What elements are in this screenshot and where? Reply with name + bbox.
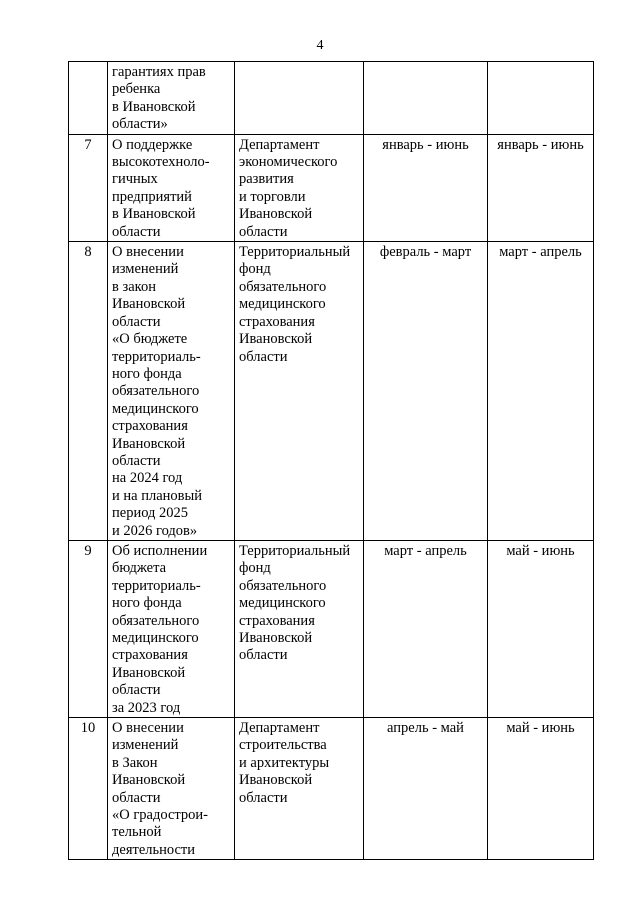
text-line: медицинского [112,630,199,646]
text-line: страхования [112,647,188,664]
text-line: Департамент [239,136,320,153]
text-line: Ивановской [112,435,186,452]
submission-term: февраль - март [364,242,488,541]
text-line: Ивановской [239,772,313,789]
row-number: 10 [69,718,108,860]
text-line: в Ивановской [112,98,196,115]
text-line: и 2026 годов» [112,522,198,539]
text-line: О внесении [112,244,184,261]
text-line: Ивановской [239,630,313,646]
law-title [108,62,235,135]
text-line: строительства [239,737,327,754]
page-number: 4 [316,38,324,53]
text-line: и архитектуры [239,754,330,771]
text-line: медицинского [239,595,326,612]
consideration-term: март - апрель [488,242,594,541]
table-row [69,718,594,860]
text-line: фонд [239,560,271,577]
text-line: территориаль- [112,348,201,365]
text-line: в Закон [112,754,158,771]
law-title [108,134,235,241]
text-line: гичных [112,171,158,188]
text-line: Ивановской [112,664,186,681]
text-line: области [112,452,161,469]
text-line: тельной [112,824,162,841]
text-line: области [112,223,161,240]
text-line: Ивановской [239,331,313,348]
text-line: предприятий [112,188,192,205]
text-line: страхования [239,313,315,330]
text-line: О поддержке [112,136,193,153]
text-line: ного фонда [112,365,182,382]
text-line: области [112,682,161,699]
consideration-term: май - июнь [488,718,594,860]
text-line: Ивановской [239,206,313,223]
text-line: «О градострои- [112,807,209,824]
submission-term: январь - июнь [364,134,488,241]
text-line: Об исполнении [112,542,208,559]
row-number: 7 [69,134,108,241]
text-line: Территориальный [239,542,351,559]
consideration-term [488,62,594,135]
table-row [69,242,594,541]
text-line: в закон [112,278,156,295]
text-line: экономического [239,154,338,171]
text-line: области [239,348,288,365]
text-line: области [112,313,161,330]
submission-term: апрель - май [364,718,488,860]
table-row [69,134,594,241]
text-line: страхования [112,418,188,435]
text-line: обязательного [112,612,200,629]
text-line: медицинского [112,400,199,417]
text-line: области» [112,116,168,133]
text-line: области [239,789,288,806]
consideration-term: май - июнь [488,540,594,717]
responsible-department [235,540,364,717]
submission-term: март - апрель [364,540,488,717]
text-line: области [112,789,161,806]
responsible-department [235,718,364,860]
text-line: изменений [112,737,179,754]
text-line: области [239,223,288,240]
text-line: «О бюджете [112,331,188,348]
text-line: Территориальный [239,244,351,261]
text-line: Департамент [239,720,320,737]
text-line: Ивановской [112,296,186,313]
text-line: обязательного [239,577,327,594]
text-line: в Ивановской [112,206,196,223]
text-line: бюджета [112,560,167,577]
text-line: страхования [239,612,315,629]
text-line: области [239,647,288,664]
text-line: и на плановый [112,487,202,504]
text-line: ного фонда [112,595,182,612]
text-line: О внесении [112,720,184,737]
table-row [69,540,594,717]
text-line: и торговли [239,188,306,205]
text-line: деятельности [112,841,196,858]
law-title [108,540,235,717]
text-line: за 2023 год [112,699,181,716]
text-line: гарантиях прав [112,64,206,80]
text-line: Ивановской [112,772,186,789]
law-title [108,718,235,860]
responsible-department [235,242,364,541]
submission-term [364,62,488,135]
legislation-plan-table [68,61,594,860]
text-line: фонд [239,261,271,278]
text-line: развития [239,171,294,188]
responsible-department [235,62,364,135]
text-line: ребенка [112,81,161,98]
text-line: на 2024 год [112,470,183,487]
text-line: медицинского [239,296,326,313]
row-number [69,62,108,135]
text-line: обязательного [112,383,200,400]
text-line: обязательного [239,278,327,295]
consideration-term: январь - июнь [488,134,594,241]
responsible-department [235,134,364,241]
row-number: 9 [69,540,108,717]
law-title [108,242,235,541]
text-line: изменений [112,261,179,278]
row-number: 8 [69,242,108,541]
text-line: территориаль- [112,577,201,594]
text-line: высокотехноло- [112,154,210,171]
table-row [69,62,594,135]
text-line: период 2025 [112,505,189,522]
